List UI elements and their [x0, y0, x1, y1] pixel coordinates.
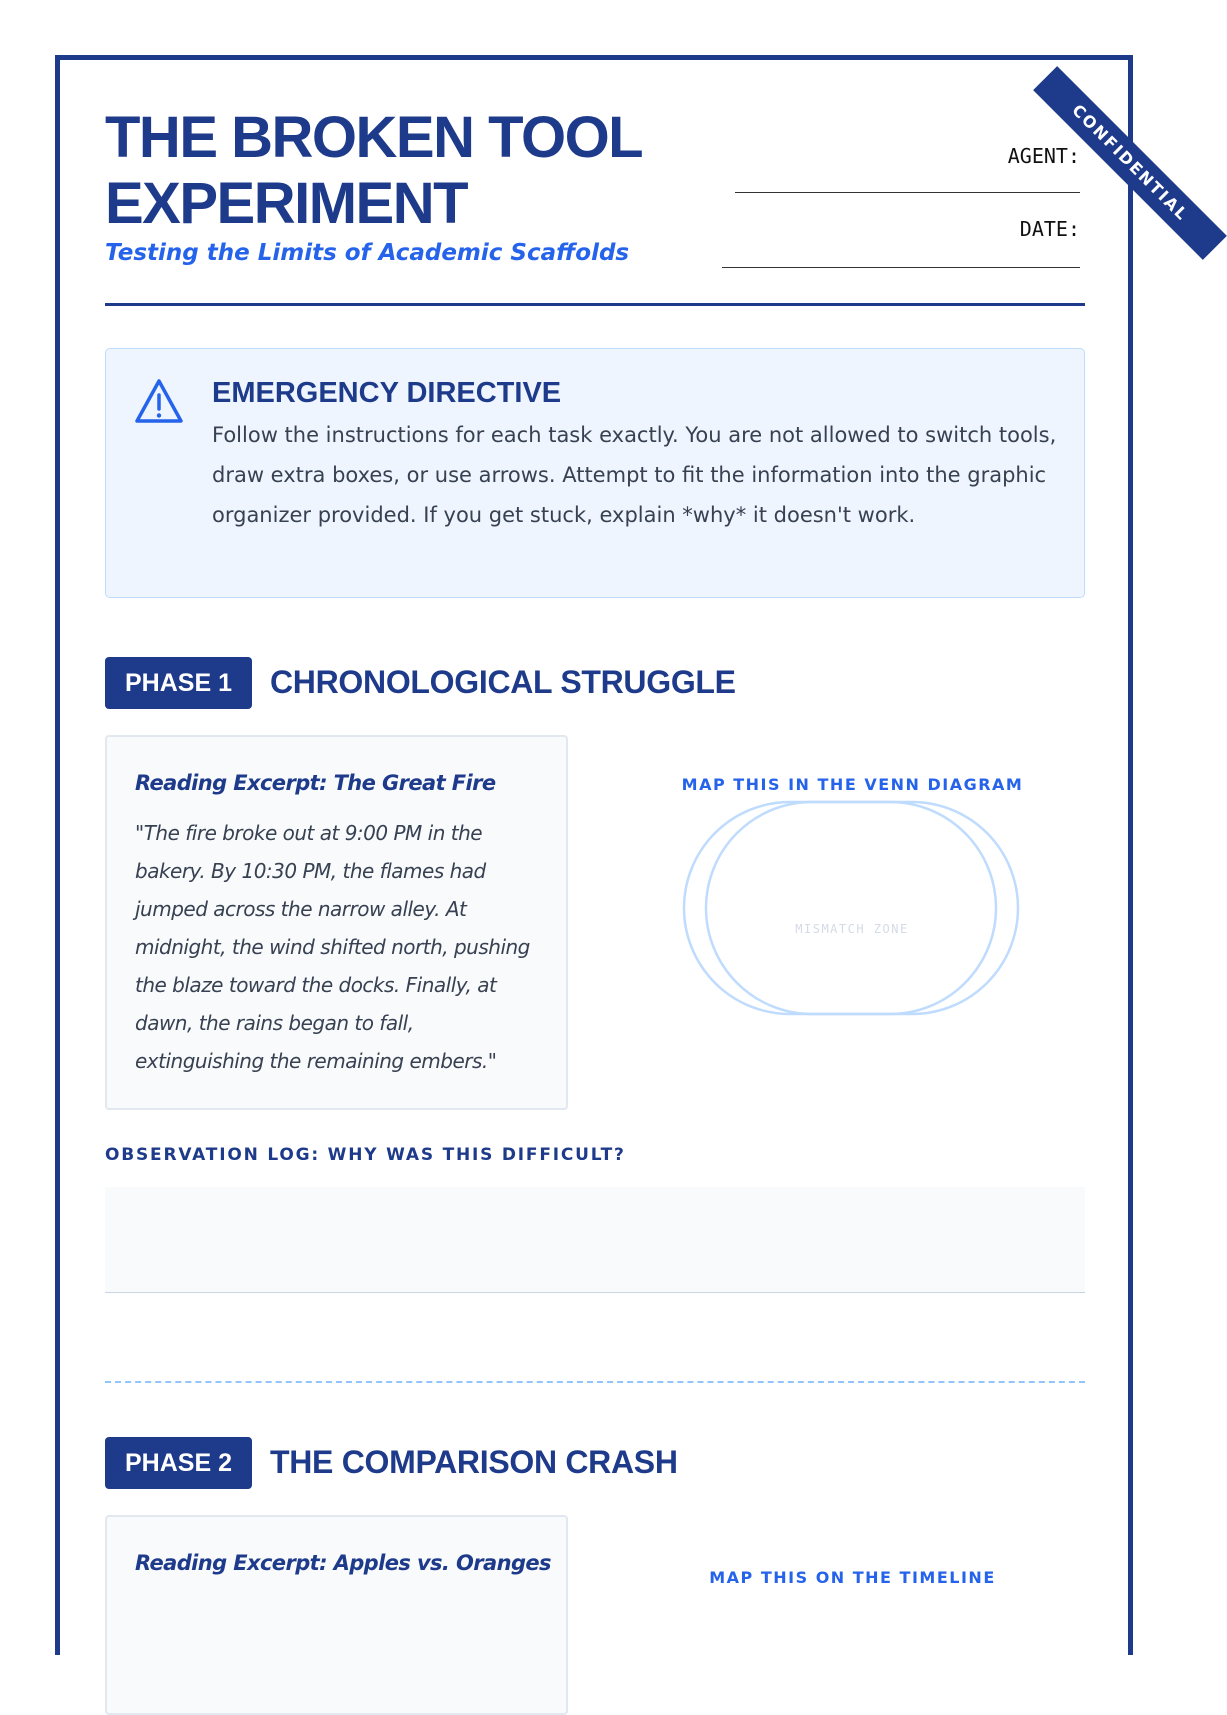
title-line-1: THE BROKEN TOOL — [105, 105, 643, 170]
excerpt-title: Reading Excerpt: The Great Fire — [135, 771, 496, 795]
date-label: DATE: — [1019, 217, 1080, 241]
directive-body: Follow the instructions for each task exactly. You are not allowed to switch tools, draw extra boxes, or use arrows. Attempt to fit the information into the graphic organizer provided. If you get stuck, explain *why* it doesn't work. — [212, 423, 1057, 527]
mismatch-zone-label: MISMATCH ZONE — [795, 922, 909, 936]
worksheet — [55, 55, 1193, 1655]
section-divider — [105, 1381, 1085, 1383]
warning-icon — [133, 376, 185, 428]
page-subtitle: Testing the Limits of Academic Scaffolds — [105, 240, 630, 266]
confidential-stamp: CONFIDENTIAL — [1033, 66, 1227, 260]
phase-2-badge: PHASE 2 — [105, 1437, 252, 1489]
timeline-instruction: MAP THIS ON THE TIMELINE — [709, 1568, 996, 1587]
phase-1-title: CHRONOLOGICAL STRUGGLE — [270, 664, 736, 700]
date-field[interactable] — [722, 267, 1080, 268]
observation-log-input[interactable] — [105, 1187, 1085, 1293]
venn-circle-left — [684, 802, 996, 1014]
phase-2-title: THE COMPARISON CRASH — [270, 1444, 678, 1480]
agent-label: AGENT: — [1007, 144, 1080, 168]
emergency-directive-box — [105, 348, 1085, 598]
reading-excerpt-apples-oranges — [105, 1515, 568, 1715]
excerpt-body: "The fire broke out at 9:00 PM in the bakery. By 10:30 PM, the flames had jumped across the narrow alley. At midnight, the wind shifted north, pushing the blaze toward the docks. Finally, at dawn, the rains began to fall, extinguishing the remaining embers." — [135, 821, 530, 1073]
observation-log-label: OBSERVATION LOG: WHY WAS THIS DIFFICULT? — [105, 1145, 626, 1165]
agent-field[interactable] — [735, 192, 1080, 193]
reading-excerpt-great-fire — [105, 735, 568, 1110]
venn-diagram[interactable] — [682, 800, 1022, 1020]
header-divider — [105, 303, 1085, 306]
phase-1-badge: PHASE 1 — [105, 657, 252, 709]
venn-circle-right — [706, 802, 1018, 1014]
directive-title: EMERGENCY DIRECTIVE — [212, 377, 562, 409]
excerpt-title: Reading Excerpt: Apples vs. Oranges — [135, 1551, 551, 1575]
page-title — [105, 105, 642, 237]
title-line-2: EXPERIMENT — [105, 171, 468, 236]
venn-instruction: MAP THIS IN THE VENN DIAGRAM — [681, 775, 1024, 794]
